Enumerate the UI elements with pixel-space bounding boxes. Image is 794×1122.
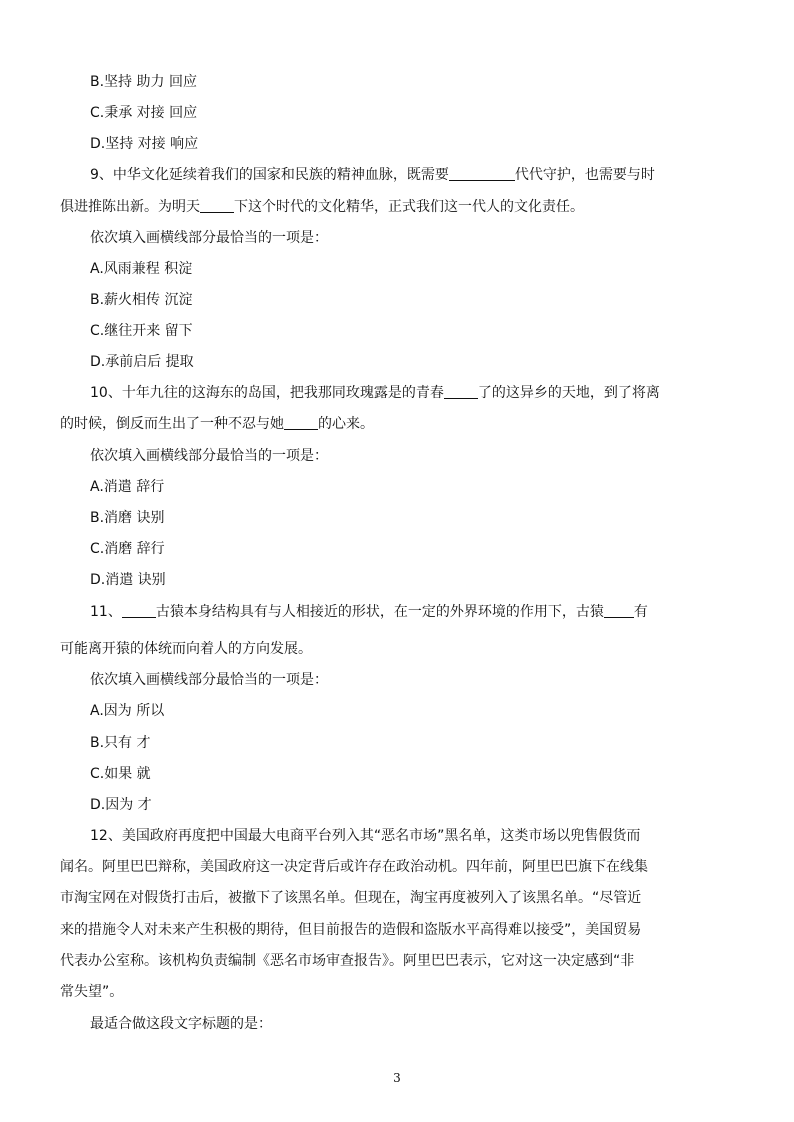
q11-text-part: 有 bbox=[633, 604, 648, 620]
q9-text-part: 下这个时代的文化精华，正式我们这一代人的文化责任。 bbox=[234, 199, 584, 215]
q9-text-line1 bbox=[90, 165, 655, 185]
q9-option-d: D.承前启后 提取 bbox=[90, 354, 194, 370]
q9-text-part: 9、中华文化延续着我们的国家和民族的精神血脉，既需要 bbox=[90, 167, 449, 183]
q12-text-line2: 闻名。阿里巴巴辩称，美国政府这一决定背后或许存在政治动机。四年前，阿里巴巴旗下在线集 bbox=[60, 859, 648, 875]
q12-text-line4: 来的措施令人对未来产生积极的期待，但目前报告的造假和盗版水平高得难以接受”，美国贸易 bbox=[60, 922, 642, 938]
q9-text-line2 bbox=[60, 197, 584, 217]
q10-text-line2 bbox=[60, 414, 374, 434]
q9-text-part: 代代守护，也需要与时 bbox=[514, 167, 655, 183]
blank-line bbox=[449, 165, 515, 181]
blank-line bbox=[200, 197, 234, 213]
q12-text-line6: 常失望”。 bbox=[60, 984, 124, 1000]
q11-stem: 依次填入画横线部分最恰当的一项是： bbox=[90, 672, 328, 688]
q8-option-b: B.坚持 助力 回应 bbox=[90, 74, 197, 90]
q11-text-line1 bbox=[90, 602, 648, 622]
q11-option-d: D.因为 才 bbox=[90, 797, 152, 813]
q8-option-c: C.秉承 对接 回应 bbox=[90, 105, 198, 121]
q11-text-part: 11、 bbox=[90, 604, 122, 620]
q12-text-line1: 12、美国政府再度把中国最大电商平台列入其“恶名市场”黑名单，这类市场以兜售假货而 bbox=[90, 828, 641, 844]
blank-line bbox=[604, 602, 634, 618]
q11-text-line2: 可能离开猿的体统而向着人的方向发展。 bbox=[60, 641, 312, 657]
q9-text-part: 俱进推陈出新。为明天 bbox=[60, 199, 200, 215]
q10-text-part: 的时候，倒反而生出了一种不忍与她 bbox=[60, 416, 284, 432]
q12-text-line5: 代表办公室称。该机构负责编制《恶名市场审查报告》。阿里巴巴表示，它对这一决定感到“非 bbox=[60, 953, 635, 969]
q11-option-b: B.只有 才 bbox=[90, 735, 151, 751]
q10-text-line1 bbox=[90, 383, 660, 403]
q12-text-line3: 市淘宝网在对假货打击后，被撤下了该黑名单。但现在，淘宝再度被列入了该黑名单。“尽管近 bbox=[60, 890, 642, 906]
q11-option-a: A.因为 所以 bbox=[90, 703, 165, 719]
q10-text-part: 的心来。 bbox=[318, 416, 374, 432]
q10-text-part: 了的这异乡的天地，到了将离 bbox=[477, 385, 660, 401]
blank-line bbox=[284, 414, 318, 430]
q11-text-part: 古猿本身结构具有与人相接近的形状，在一定的外界环境的作用下，古猿 bbox=[155, 604, 604, 620]
q10-option-a: A.消遣 辞行 bbox=[90, 479, 165, 495]
q10-stem: 依次填入画横线部分最恰当的一项是： bbox=[90, 448, 328, 464]
q12-stem: 最适合做这段文字标题的是： bbox=[90, 1016, 272, 1032]
q9-option-b: B.薪火相传 沉淀 bbox=[90, 292, 193, 308]
q9-option-c: C.继往开来 留下 bbox=[90, 323, 193, 339]
blank-line bbox=[122, 602, 156, 618]
q10-text-part: 10、十年九往的这海东的岛国，把我那同玫瑰露是的青春 bbox=[90, 385, 444, 401]
q9-stem: 依次填入画横线部分最恰当的一项是： bbox=[90, 230, 328, 246]
q10-option-c: C.消磨 辞行 bbox=[90, 541, 165, 557]
q10-option-d: D.消遣 诀别 bbox=[90, 572, 166, 588]
q8-option-d: D.坚持 对接 响应 bbox=[90, 136, 199, 152]
page-number: 3 bbox=[393, 1071, 401, 1085]
q9-option-a: A.风雨兼程 积淀 bbox=[90, 261, 193, 277]
q10-option-b: B.消磨 诀别 bbox=[90, 510, 165, 526]
blank-line bbox=[444, 383, 478, 399]
q11-option-c: C.如果 就 bbox=[90, 766, 151, 782]
